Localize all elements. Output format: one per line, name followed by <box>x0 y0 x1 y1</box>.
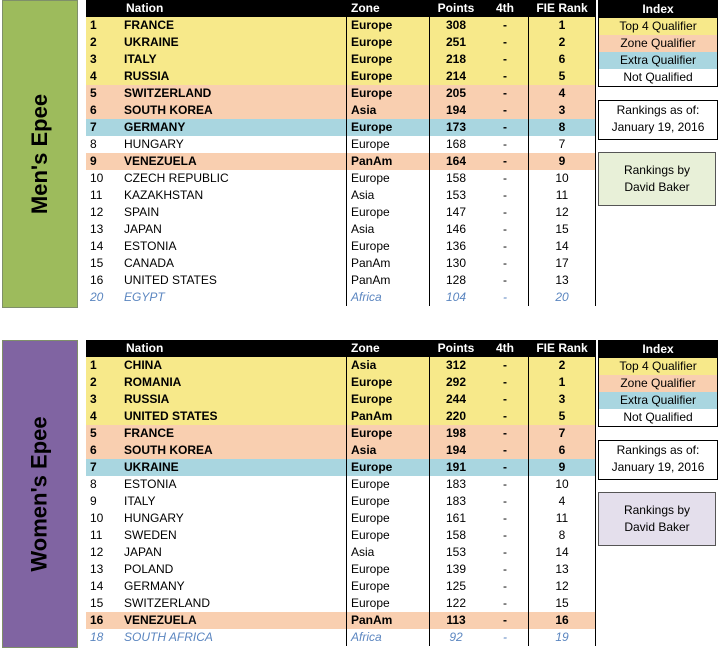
table-row <box>86 255 596 272</box>
fourth-cell: - <box>482 68 529 85</box>
table-row <box>86 391 596 408</box>
fie-rank-cell: 14 <box>529 544 596 561</box>
fie-rank-cell: 8 <box>529 119 596 136</box>
points-cell: 158 <box>430 170 483 187</box>
fie-rank-cell: 7 <box>529 425 596 442</box>
index-top4: Top 4 Qualifier <box>599 18 717 35</box>
table-row <box>86 187 596 204</box>
zone-cell: PanAm <box>347 612 430 629</box>
nation-cell: UNITED STATES <box>124 272 347 289</box>
nation-cell: UKRAINE <box>124 459 347 476</box>
fourth-cell: - <box>482 459 529 476</box>
points-cell: 194 <box>430 102 483 119</box>
fourth-cell: - <box>482 255 529 272</box>
credit-text: Rankings by David Baker <box>623 503 691 534</box>
index-legend <box>598 0 718 87</box>
rankings-date-value: January 19, 2016 <box>611 120 705 134</box>
fie-rank-cell: 5 <box>529 408 596 425</box>
mens-epee-panel <box>0 0 720 308</box>
zone-cell: Europe <box>347 34 430 51</box>
fie-rank-cell: 6 <box>529 442 596 459</box>
womens-epee-panel <box>0 340 720 648</box>
fourth-cell: - <box>482 544 529 561</box>
zone-cell: Africa <box>347 629 430 646</box>
points-cell: 153 <box>430 187 483 204</box>
fie-rank-cell: 3 <box>529 102 596 119</box>
nation-cell: JAPAN <box>124 544 347 561</box>
index-title: Index <box>599 1 717 18</box>
credit-text: Rankings by David Baker <box>623 163 691 194</box>
table-row <box>86 510 596 527</box>
table-header-row <box>86 0 596 17</box>
points-cell: 158 <box>430 527 483 544</box>
zone-cell: Africa <box>347 289 430 306</box>
zone-cell: Europe <box>347 459 430 476</box>
points-cell: 251 <box>430 34 483 51</box>
fie-rank-cell: 2 <box>529 34 596 51</box>
fourth-cell: - <box>482 612 529 629</box>
header-fourth: 4th <box>482 0 529 17</box>
table-row <box>86 561 596 578</box>
zone-cell: Europe <box>347 17 430 34</box>
rank-cell: 4 <box>86 408 124 425</box>
table-row <box>86 170 596 187</box>
points-cell: 198 <box>430 425 483 442</box>
nation-cell: ROMANIA <box>124 374 347 391</box>
zone-cell: Europe <box>347 374 430 391</box>
table-row <box>86 578 596 595</box>
nation-cell: SOUTH KOREA <box>124 442 347 459</box>
rank-cell: 20 <box>86 289 124 306</box>
zone-cell: Asia <box>347 102 430 119</box>
points-cell: 147 <box>430 204 483 221</box>
points-cell: 153 <box>430 544 483 561</box>
panel-title: Men's Epee <box>27 93 53 215</box>
fie-rank-cell: 9 <box>529 459 596 476</box>
fourth-cell: - <box>482 493 529 510</box>
points-cell: 183 <box>430 476 483 493</box>
rankings-table <box>86 0 596 306</box>
zone-cell: Europe <box>347 425 430 442</box>
rank-cell: 8 <box>86 136 124 153</box>
fourth-cell: - <box>482 238 529 255</box>
index-top4: Top 4 Qualifier <box>599 358 717 375</box>
points-cell: 308 <box>430 17 483 34</box>
points-cell: 218 <box>430 51 483 68</box>
rank-cell: 13 <box>86 221 124 238</box>
fourth-cell: - <box>482 357 529 374</box>
zone-cell: PanAm <box>347 272 430 289</box>
index-zone: Zone Qualifier <box>599 35 717 52</box>
fourth-cell: - <box>482 272 529 289</box>
rank-cell: 15 <box>86 255 124 272</box>
rankings-table <box>86 340 596 646</box>
table-row <box>86 544 596 561</box>
nation-cell: POLAND <box>124 561 347 578</box>
header-fie: FIE Rank <box>529 0 596 17</box>
nation-cell: SOUTH KOREA <box>124 102 347 119</box>
table-row <box>86 289 596 306</box>
rank-cell: 16 <box>86 272 124 289</box>
nation-cell: UNITED STATES <box>124 408 347 425</box>
nation-cell: JAPAN <box>124 221 347 238</box>
points-cell: 161 <box>430 510 483 527</box>
points-cell: 92 <box>430 629 483 646</box>
fourth-cell: - <box>482 561 529 578</box>
points-cell: 205 <box>430 85 483 102</box>
fourth-cell: - <box>482 119 529 136</box>
fie-rank-cell: 16 <box>529 612 596 629</box>
points-cell: 194 <box>430 442 483 459</box>
rank-cell: 18 <box>86 629 124 646</box>
rank-cell: 10 <box>86 510 124 527</box>
nation-cell: SWEDEN <box>124 527 347 544</box>
points-cell: 136 <box>430 238 483 255</box>
header-nation: Nation <box>124 340 347 357</box>
rank-cell: 11 <box>86 527 124 544</box>
zone-cell: Europe <box>347 68 430 85</box>
zone-cell: Europe <box>347 238 430 255</box>
nation-cell: GERMANY <box>124 119 347 136</box>
zone-cell: Europe <box>347 510 430 527</box>
zone-cell: Asia <box>347 442 430 459</box>
fie-rank-cell: 8 <box>529 527 596 544</box>
points-cell: 168 <box>430 136 483 153</box>
table-row <box>86 34 596 51</box>
fourth-cell: - <box>482 442 529 459</box>
nation-cell: CHINA <box>124 357 347 374</box>
fie-rank-cell: 14 <box>529 238 596 255</box>
fie-rank-cell: 15 <box>529 595 596 612</box>
fourth-cell: - <box>482 221 529 238</box>
rank-cell: 5 <box>86 85 124 102</box>
nation-cell: ITALY <box>124 51 347 68</box>
rank-cell: 7 <box>86 119 124 136</box>
rank-cell: 13 <box>86 561 124 578</box>
table-row <box>86 102 596 119</box>
points-cell: 125 <box>430 578 483 595</box>
index-notq: Not Qualified <box>599 409 717 426</box>
points-cell: 312 <box>430 357 483 374</box>
nation-cell: SOUTH AFRICA <box>124 629 347 646</box>
zone-cell: Europe <box>347 136 430 153</box>
rank-cell: 8 <box>86 476 124 493</box>
zone-cell: PanAm <box>347 408 430 425</box>
nation-cell: FRANCE <box>124 425 347 442</box>
zone-cell: Asia <box>347 357 430 374</box>
rank-cell: 3 <box>86 51 124 68</box>
fourth-cell: - <box>482 476 529 493</box>
rank-cell: 12 <box>86 544 124 561</box>
nation-cell: FRANCE <box>124 17 347 34</box>
nation-cell: RUSSIA <box>124 68 347 85</box>
zone-cell: Europe <box>347 527 430 544</box>
table-row <box>86 425 596 442</box>
credit-box <box>598 492 716 546</box>
fourth-cell: - <box>482 102 529 119</box>
fourth-cell: - <box>482 391 529 408</box>
nation-cell: VENEZUELA <box>124 612 347 629</box>
fourth-cell: - <box>482 170 529 187</box>
rank-cell: 12 <box>86 204 124 221</box>
header-fie: FIE Rank <box>529 340 596 357</box>
panel-side-label-box <box>2 0 78 308</box>
nation-cell: HUNGARY <box>124 136 347 153</box>
table-row <box>86 272 596 289</box>
zone-cell: Europe <box>347 85 430 102</box>
rank-cell: 16 <box>86 612 124 629</box>
table-row <box>86 612 596 629</box>
rank-cell: 7 <box>86 459 124 476</box>
nation-cell: SWITZERLAND <box>124 85 347 102</box>
fourth-cell: - <box>482 51 529 68</box>
index-title: Index <box>599 341 717 358</box>
rankings-date-label: Rankings as of: <box>616 443 700 457</box>
points-cell: 214 <box>430 68 483 85</box>
index-notq: Not Qualified <box>599 69 717 86</box>
nation-cell: SWITZERLAND <box>124 595 347 612</box>
header-zone: Zone <box>347 340 430 357</box>
index-legend <box>598 340 718 427</box>
points-cell: 173 <box>430 119 483 136</box>
table-row <box>86 442 596 459</box>
fie-rank-cell: 1 <box>529 17 596 34</box>
fie-rank-cell: 5 <box>529 68 596 85</box>
rank-cell: 1 <box>86 357 124 374</box>
table-row <box>86 204 596 221</box>
fie-rank-cell: 20 <box>529 289 596 306</box>
table-row <box>86 595 596 612</box>
zone-cell: Europe <box>347 595 430 612</box>
fourth-cell: - <box>482 153 529 170</box>
fie-rank-cell: 10 <box>529 170 596 187</box>
rankings-date-box <box>598 440 718 480</box>
fie-rank-cell: 17 <box>529 255 596 272</box>
rank-cell: 11 <box>86 187 124 204</box>
header-points: Points <box>430 0 483 17</box>
points-cell: 164 <box>430 153 483 170</box>
fie-rank-cell: 3 <box>529 391 596 408</box>
fie-rank-cell: 11 <box>529 187 596 204</box>
nation-cell: CANADA <box>124 255 347 272</box>
header-zone: Zone <box>347 0 430 17</box>
points-cell: 128 <box>430 272 483 289</box>
nation-cell: HUNGARY <box>124 510 347 527</box>
nation-cell: CZECH REPUBLIC <box>124 170 347 187</box>
header-nation: Nation <box>124 0 347 17</box>
header-rank <box>86 0 124 17</box>
table-row <box>86 17 596 34</box>
fourth-cell: - <box>482 34 529 51</box>
fourth-cell: - <box>482 425 529 442</box>
table-row <box>86 136 596 153</box>
points-cell: 292 <box>430 374 483 391</box>
points-cell: 104 <box>430 289 483 306</box>
fie-rank-cell: 10 <box>529 476 596 493</box>
nation-cell: ITALY <box>124 493 347 510</box>
zone-cell: Asia <box>347 221 430 238</box>
fie-rank-cell: 13 <box>529 272 596 289</box>
nation-cell: ESTONIA <box>124 238 347 255</box>
fie-rank-cell: 11 <box>529 510 596 527</box>
points-cell: 191 <box>430 459 483 476</box>
points-cell: 113 <box>430 612 483 629</box>
fourth-cell: - <box>482 629 529 646</box>
table-row <box>86 153 596 170</box>
rank-cell: 14 <box>86 238 124 255</box>
fie-rank-cell: 19 <box>529 629 596 646</box>
nation-cell: GERMANY <box>124 578 347 595</box>
table-row <box>86 493 596 510</box>
zone-cell: Europe <box>347 561 430 578</box>
zone-cell: Asia <box>347 187 430 204</box>
header-points: Points <box>430 340 483 357</box>
fourth-cell: - <box>482 578 529 595</box>
rank-cell: 3 <box>86 391 124 408</box>
rank-cell: 6 <box>86 102 124 119</box>
fourth-cell: - <box>482 595 529 612</box>
zone-cell: PanAm <box>347 153 430 170</box>
zone-cell: Europe <box>347 493 430 510</box>
zone-cell: Europe <box>347 51 430 68</box>
table-row <box>86 119 596 136</box>
points-cell: 139 <box>430 561 483 578</box>
rankings-date-value: January 19, 2016 <box>611 460 705 474</box>
table-row <box>86 374 596 391</box>
nation-cell: ESTONIA <box>124 476 347 493</box>
nation-cell: VENEZUELA <box>124 153 347 170</box>
zone-cell: Europe <box>347 578 430 595</box>
table-row <box>86 68 596 85</box>
points-cell: 130 <box>430 255 483 272</box>
nation-cell: EGYPT <box>124 289 347 306</box>
table-row <box>86 459 596 476</box>
zone-cell: Asia <box>347 544 430 561</box>
table-row <box>86 408 596 425</box>
fourth-cell: - <box>482 204 529 221</box>
points-cell: 122 <box>430 595 483 612</box>
nation-cell: RUSSIA <box>124 391 347 408</box>
rank-cell: 10 <box>86 170 124 187</box>
fourth-cell: - <box>482 374 529 391</box>
nation-cell: KAZAKHSTAN <box>124 187 347 204</box>
rank-cell: 2 <box>86 374 124 391</box>
fourth-cell: - <box>482 17 529 34</box>
fourth-cell: - <box>482 187 529 204</box>
rank-cell: 5 <box>86 425 124 442</box>
panel-title: Women's Epee <box>27 416 53 572</box>
zone-cell: Europe <box>347 119 430 136</box>
zone-cell: Europe <box>347 204 430 221</box>
table-row <box>86 221 596 238</box>
points-cell: 244 <box>430 391 483 408</box>
table-row <box>86 527 596 544</box>
credit-box <box>598 152 716 206</box>
rank-cell: 9 <box>86 153 124 170</box>
rank-cell: 15 <box>86 595 124 612</box>
rank-cell: 4 <box>86 68 124 85</box>
rank-cell: 14 <box>86 578 124 595</box>
fie-rank-cell: 6 <box>529 51 596 68</box>
table-row <box>86 357 596 374</box>
fourth-cell: - <box>482 510 529 527</box>
rank-cell: 9 <box>86 493 124 510</box>
fie-rank-cell: 2 <box>529 357 596 374</box>
fie-rank-cell: 13 <box>529 561 596 578</box>
rank-cell: 1 <box>86 17 124 34</box>
fie-rank-cell: 1 <box>529 374 596 391</box>
index-zone: Zone Qualifier <box>599 375 717 392</box>
table-row <box>86 238 596 255</box>
header-fourth: 4th <box>482 340 529 357</box>
fourth-cell: - <box>482 527 529 544</box>
table-row <box>86 85 596 102</box>
rankings-date-box <box>598 100 718 140</box>
fourth-cell: - <box>482 136 529 153</box>
fie-rank-cell: 9 <box>529 153 596 170</box>
table-header-row <box>86 340 596 357</box>
fie-rank-cell: 12 <box>529 204 596 221</box>
points-cell: 146 <box>430 221 483 238</box>
fourth-cell: - <box>482 408 529 425</box>
fie-rank-cell: 4 <box>529 493 596 510</box>
fie-rank-cell: 12 <box>529 578 596 595</box>
points-cell: 183 <box>430 493 483 510</box>
panel-side-label-box <box>2 340 78 648</box>
nation-cell: SPAIN <box>124 204 347 221</box>
zone-cell: PanAm <box>347 255 430 272</box>
table-row <box>86 629 596 646</box>
points-cell: 220 <box>430 408 483 425</box>
zone-cell: Europe <box>347 476 430 493</box>
rankings-date-label: Rankings as of: <box>616 103 700 117</box>
table-row <box>86 51 596 68</box>
table-row <box>86 476 596 493</box>
fie-rank-cell: 15 <box>529 221 596 238</box>
index-extra: Extra Qualifier <box>599 52 717 69</box>
zone-cell: Europe <box>347 170 430 187</box>
fie-rank-cell: 7 <box>529 136 596 153</box>
nation-cell: UKRAINE <box>124 34 347 51</box>
index-extra: Extra Qualifier <box>599 392 717 409</box>
zone-cell: Europe <box>347 391 430 408</box>
rank-cell: 6 <box>86 442 124 459</box>
rank-cell: 2 <box>86 34 124 51</box>
fourth-cell: - <box>482 85 529 102</box>
fourth-cell: - <box>482 289 529 306</box>
fie-rank-cell: 4 <box>529 85 596 102</box>
header-rank <box>86 340 124 357</box>
